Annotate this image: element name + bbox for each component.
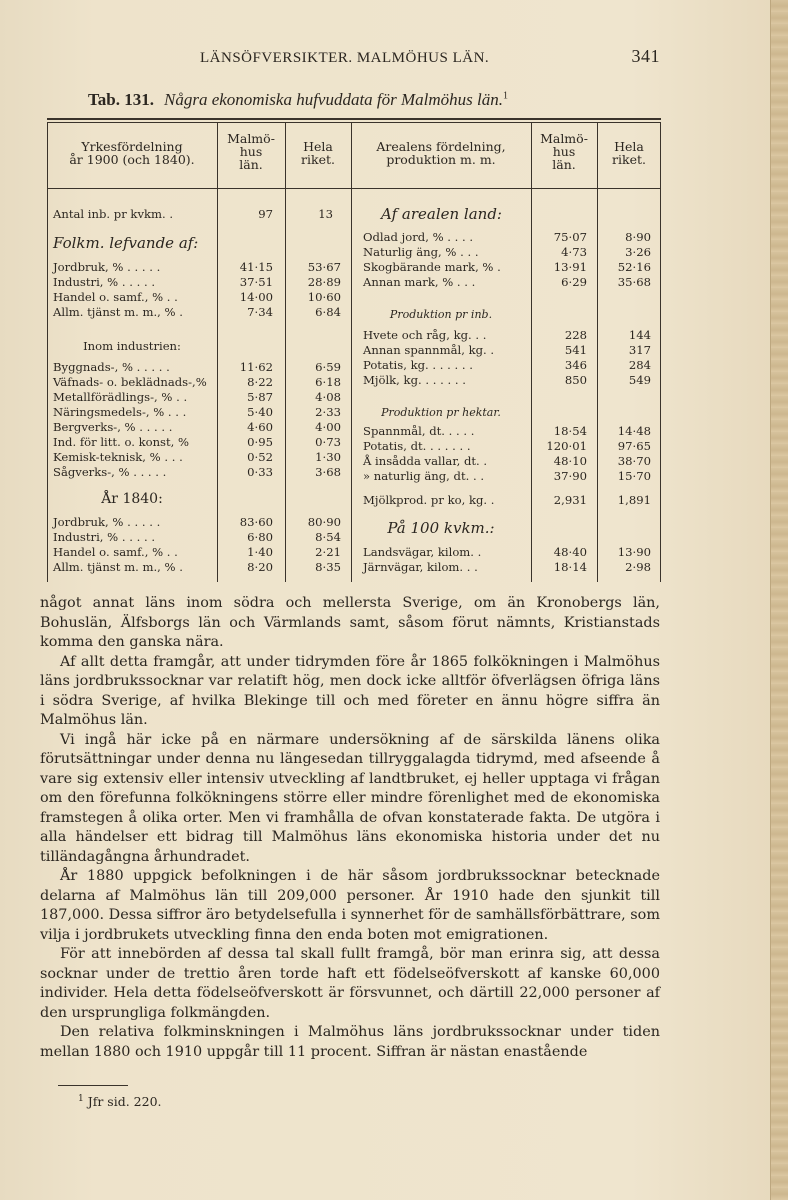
right-row-b: 284 <box>628 358 651 372</box>
right-row-label: Skogbärande mark, % . <box>363 260 501 274</box>
table-label: Tab. 131. <box>88 90 154 109</box>
footnote-mark: 1 <box>78 1094 84 1104</box>
left-row-a: 97 <box>258 207 273 221</box>
right-section-heading: På 100 kvkm.: <box>387 519 495 537</box>
right-row-label: Annan mark, % . . . <box>363 275 476 289</box>
left-row-a: 14·00 <box>239 290 273 304</box>
right-row-label: Mjölk, kg. . . . . . . <box>363 373 466 387</box>
right-row-label: Naturlig äng, % . . . <box>363 245 479 259</box>
left-row-a: 41·15 <box>239 260 273 274</box>
right-header-col1: Arealens fördelning, produktion m. m. <box>376 139 506 167</box>
footnote <box>78 1094 162 1109</box>
right-row-label: Järnvägar, kilom. . . <box>363 560 478 574</box>
right-row-b: 317 <box>628 343 651 357</box>
left-row-label: Ind. för litt. o. konst, % <box>53 435 190 449</box>
right-row-a: 48·10 <box>553 454 587 468</box>
right-row-a: 48·40 <box>553 545 587 559</box>
left-row-a: 5·40 <box>247 405 273 419</box>
left-row-label: Väfnads- o. beklädnads-,% <box>53 375 207 389</box>
page-binding-edge <box>770 0 788 1200</box>
left-row-b: 80·90 <box>307 515 341 529</box>
left-row-label: Allm. tjänst m. m., % . <box>53 560 183 574</box>
left-header-col2: Malmö- hus län. <box>227 131 275 172</box>
right-row-b: 1,891 <box>617 493 651 507</box>
left-row-b: 4·08 <box>315 390 341 404</box>
left-row-label: Industri, % . . . . . <box>53 530 156 544</box>
body-text <box>40 594 660 1062</box>
table-vline <box>531 122 532 582</box>
right-row-label: Odlad jord, % . . . . <box>363 230 474 244</box>
right-row-b: 8·90 <box>625 230 651 244</box>
right-row-b: 14·48 <box>617 424 651 438</box>
left-row-b: 53·67 <box>307 260 341 274</box>
right-row-label: » naturlig äng, dt. . . <box>363 469 485 483</box>
left-row-label: Handel o. samf., % . . <box>53 290 178 304</box>
table-caption <box>88 90 688 110</box>
left-row-a: 7·34 <box>247 305 273 319</box>
left-row-label: Kemisk-teknisk, % . . . <box>53 450 183 464</box>
left-row-label: Bergverks-, % . . . . . <box>53 420 173 434</box>
left-row-b: 6·18 <box>315 375 341 389</box>
left-subheading: Inom industrien: <box>83 339 181 353</box>
paragraph: Den relativa folkminskningen i Malmöhus läns jordbrukssocknar under tiden mellan 1880 och 1910 uppgår till 11 procent. Siffran är nästan enastående <box>40 1024 660 1060</box>
table-vline <box>217 122 218 582</box>
left-row-label: Jordbruk, % . . . . . <box>53 515 161 529</box>
left-row-b: 2·33 <box>315 405 341 419</box>
table-vline <box>47 122 48 582</box>
footnote-ref: 1 <box>503 90 509 102</box>
left-row-label: Antal inb. pr kvkm. . <box>53 207 174 221</box>
right-row-b: 3·26 <box>625 245 651 259</box>
paragraph: Vi ingå här icke på en närmare undersökning af de särskilda länens olika förutsättningar under denna nu längesedan tillryggalagda tidrymd, med afseende å vare sig extensiv eller intensiv utveckling af landtbruket, ej heller upptaga vi frågan om den förefunna folkökningens större eller mindre förenlighet med de ekonomiska framstegen å olika orter. Men vi framhålla de ofvan konstaterade fakta. De utgöra i alla händelser ett bidrag till Malmöhus läns ekonomiska historia under det nu tilländagångna århundradet. <box>40 731 660 865</box>
paragraph: Af allt detta framgår, att under tidrymden före år 1865 folkökningen i Malmöhus läns jordbrukssocknar var relatift hög, men dock icke alltför öfverlägsen öfriga läns i södra Sverige, af hvilka Blekinge till och med företer en ännu högre siffra än Malmöhus län. <box>40 653 660 728</box>
table-title: Några ekonomiska hufvuddata för Malmöhus län. <box>163 90 504 109</box>
right-row-label: Hvete och råg, kg. . . <box>363 328 487 342</box>
left-row-b: 8·35 <box>315 560 341 574</box>
right-row-label: Potatis, kg. . . . . . . <box>363 358 473 372</box>
right-row-a: 346 <box>564 358 587 372</box>
right-row-a: 6·29 <box>561 275 587 289</box>
right-header-col3: Hela riket. <box>612 139 646 167</box>
table-vline <box>351 122 352 582</box>
table-vline <box>660 122 661 582</box>
left-row-b: 6·84 <box>315 305 341 319</box>
right-row-label: Landsvägar, kilom. . <box>363 545 482 559</box>
left-row-label: Handel o. samf., % . . <box>53 545 178 559</box>
left-row-a: 0·52 <box>247 450 273 464</box>
table-top-rule <box>47 118 661 120</box>
right-row-a: 18·54 <box>553 424 587 438</box>
left-row-a: 6·80 <box>247 530 273 544</box>
right-row-a: 18·14 <box>553 560 587 574</box>
left-row-b: 0·73 <box>315 435 341 449</box>
left-row-b: 4·00 <box>315 420 341 434</box>
paragraph: För att innebörden af dessa tal skall fullt framgå, bör man erinra sig, att dessa socknar under de trettio åren torde haft ett födelseöfverskott af kanske 60,000 individer. Hela detta födelseöfverskott är försvunnet, och därtill 22,000 personer af den ursprungliga folkmängden. <box>40 946 660 1021</box>
right-row-b: 549 <box>628 373 651 387</box>
paragraph: något annat läns inom södra och mellersta Sverige, om än Kronobergs län, Bohuslän, Älfsborgs län och Värmlands samt, såsom förut nämnts, Kristianstads komma den ganska nära. <box>40 595 660 650</box>
left-header-col3: Hela riket. <box>301 139 335 167</box>
right-row-b: 144 <box>628 328 651 342</box>
right-row-label: Mjölkprod. pr ko, kg. . <box>363 493 495 507</box>
left-row-label: Byggnads-, % . . . . . <box>53 360 170 374</box>
left-subheading: År 1840: <box>101 491 163 507</box>
left-row-b: 28·89 <box>307 275 341 289</box>
right-row-a: 13·91 <box>553 260 587 274</box>
right-row-label: Potatis, dt. . . . . . . <box>363 439 471 453</box>
left-row-a: 11·62 <box>239 360 273 374</box>
right-row-label: Spannmål, dt. . . . . <box>363 424 475 438</box>
left-row-label: Sågverks-, % . . . . . <box>53 465 167 479</box>
left-row-b: 6·59 <box>315 360 341 374</box>
left-row-a: 0·95 <box>247 435 273 449</box>
left-row-b: 1·30 <box>315 450 341 464</box>
left-row-a: 5·87 <box>247 390 273 404</box>
footnote-text: Jfr sid. 220. <box>87 1094 162 1110</box>
right-row-b: 97·65 <box>617 439 651 453</box>
footnote-rule <box>58 1085 128 1086</box>
right-row-a: 541 <box>564 343 587 357</box>
right-row-a: 850 <box>564 373 587 387</box>
left-row-b: 10·60 <box>307 290 341 304</box>
right-row-b: 52·16 <box>617 260 651 274</box>
table-top-rule-thin <box>47 122 661 123</box>
left-row-b: 2·21 <box>315 545 341 559</box>
paragraph: År 1880 uppgick befolkningen i de här såsom jordbrukssocknar betecknade delarna af Malmöhus län till 209,000 personer. År 1910 hade den sjunkit till 187,000. Dessa siffror äro betydelsefulla i synnerhet för de samhällsförbättrare, som vilja i jordbrukets utveckling finna den enda boten mot emigrationen. <box>40 868 660 943</box>
right-row-b: 38·70 <box>617 454 651 468</box>
right-row-a: 4·73 <box>561 245 587 259</box>
right-section-heading: Af arealen land: <box>381 205 502 223</box>
left-row-label: Jordbruk, % . . . . . <box>53 260 161 274</box>
left-row-a: 0·33 <box>247 465 273 479</box>
left-row-a: 4·60 <box>247 420 273 434</box>
right-row-b: 2·98 <box>625 560 651 574</box>
left-row-a: 8·20 <box>247 560 273 574</box>
table-header-rule <box>47 188 661 189</box>
right-row-a: 120·01 <box>546 439 587 453</box>
right-row-b: 13·90 <box>617 545 651 559</box>
table-vline <box>597 122 598 582</box>
right-row-label: Annan spannmål, kg. . <box>363 343 495 357</box>
left-row-label: Allm. tjänst m. m., % . <box>53 305 183 319</box>
left-row-label: Industri, % . . . . . <box>53 275 156 289</box>
right-header-col2: Malmö- hus län. <box>540 131 588 172</box>
page-number: 341 <box>631 46 660 66</box>
right-subheading: Produktion pr inb. <box>389 308 493 321</box>
left-row-label: Metallförädlings-, % . . <box>53 390 188 404</box>
left-header-col1: Yrkesfördelning år 1900 (och 1840). <box>69 139 195 167</box>
left-row-b: 8·54 <box>315 530 341 544</box>
right-row-b: 35·68 <box>617 275 651 289</box>
right-row-b: 15·70 <box>617 469 651 483</box>
right-row-a: 228 <box>564 328 587 342</box>
left-row-a: 37·51 <box>239 275 273 289</box>
left-row-b: 13 <box>318 207 333 221</box>
left-row-a: 83·60 <box>239 515 273 529</box>
left-section-heading: Folkm. lefvande af: <box>53 234 199 252</box>
left-row-a: 1·40 <box>247 545 273 559</box>
right-row-label: Å insådda vallar, dt. . <box>363 454 488 468</box>
left-row-a: 8·22 <box>247 375 273 389</box>
running-title: LÄNSÖFVERSIKTER. MALMÖHUS LÄN. <box>200 50 490 66</box>
data-table <box>47 118 661 584</box>
right-row-a: 37·90 <box>553 469 587 483</box>
right-subheading: Produktion pr hektar. <box>381 406 501 419</box>
left-row-b: 3·68 <box>315 465 341 479</box>
right-row-a: 75·07 <box>553 230 587 244</box>
table-vline <box>285 122 286 582</box>
right-row-a: 2,931 <box>553 493 587 507</box>
left-row-label: Näringsmedels-, % . . . <box>53 405 187 419</box>
